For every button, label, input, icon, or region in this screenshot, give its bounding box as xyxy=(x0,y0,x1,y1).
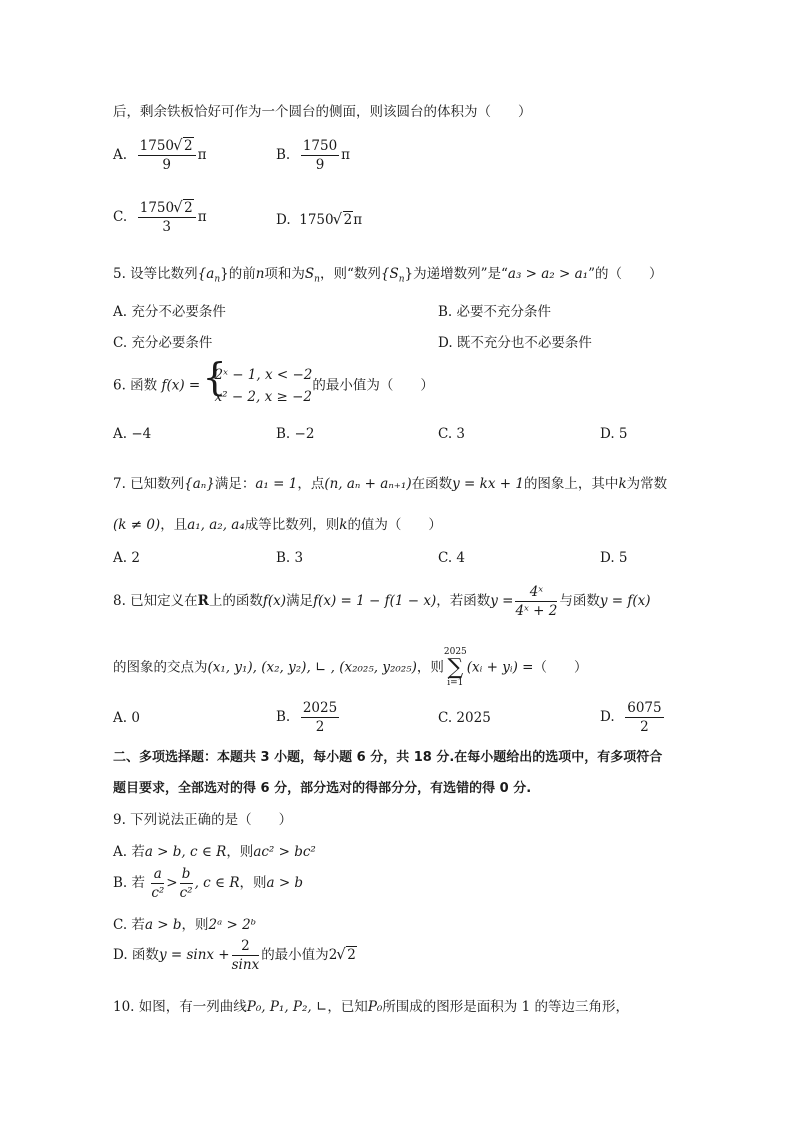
q4-option-c: C. $\frac{1750√ 2}{3}$ π xyxy=(113,200,207,235)
q4-option-b: B. $\frac{1750}{9}$ π xyxy=(276,138,351,173)
q5-option-b: B. 必要不充分条件 xyxy=(438,304,552,320)
q8-option-b: B. $\frac{2025}{2}$ xyxy=(276,700,338,735)
question-7-stem-line-2: (k ≠ 0)，且a₁, a₂, a₄成等比数列，则k的值为（ ） xyxy=(113,517,442,533)
q8-option-c: C. 2025 xyxy=(438,710,491,726)
q8-option-d: D. $\frac{6075}{2}$ xyxy=(600,700,662,735)
question-9-stem: 9. 下列说法正确的是（ ） xyxy=(113,812,293,828)
q6-option-c: C. 3 xyxy=(438,426,466,442)
section-2-heading-line-1: 二、多项选择题：本题共 3 小题，每小题 6 分，共 18 分.在每小题给出的选项中，有多项符合 xyxy=(113,750,663,765)
q4-option-d: D. 1750√ 2π xyxy=(276,212,362,228)
q8-option-a: A. 0 xyxy=(113,710,140,726)
section-2-heading-line-2: 题目要求，全部选对的得 6 分，部分选对的得部分分，有选错的得 0 分. xyxy=(113,781,532,796)
q9-option-d: D. 函数y = sinx + $\frac{2}{\sin x}$ 的最小值为2√ 2 xyxy=(113,938,357,973)
question-8-stem-line-2: 的图象的交点为(x₁, y₁), (x₂, y₂), ∟ , (x₂₀₂₅, y₂₀₂₅)，则 2025 ∑ i=1 (xᵢ + yᵢ) =（ ） xyxy=(113,647,588,688)
q9-option-a: A. 若a > b, c ∈ R，则ac² > bc² xyxy=(113,844,316,860)
q6-option-d: D. 5 xyxy=(600,426,628,442)
question-8-stem-line-1: 8. 已知定义在R上的函数f(x)满足f(x) = 1 − f(1 − x)，若函数y = $\frac{\text{4ˣ}}{\text{4ˣ + 2}}$ 与函数y = f(x) xyxy=(113,584,651,619)
q7-option-d: D. 5 xyxy=(600,550,628,566)
question-6-stem: 6. 函数 f(x) = { 2ˣ − 1, x < −2 x² − 2, x ≥ −2 的最小值为（ ） xyxy=(113,355,434,405)
q6-option-a: A. −4 xyxy=(113,426,152,442)
question-4-stem-continuation: 后，剩余铁板恰好可作为一个圆台的侧面，则该圆台的体积为（ ） xyxy=(113,104,532,120)
q7-option-c: C. 4 xyxy=(438,550,466,566)
question-5-stem: 5. 设等比数列$\{a_n\}$的前n项和为$S_n$，则“数列$\{S_n\}$为递增数列”是“a₃ > a₂ > a₁”的（ ） xyxy=(113,266,663,285)
q5-option-d: D. 既不充分也不必要条件 xyxy=(438,335,592,351)
q4-option-a: A. $\frac{1750√ 2}{9}$ π xyxy=(113,138,206,173)
q7-option-b: B. 3 xyxy=(276,550,304,566)
question-7-stem-line-1: 7. 已知数列{aₙ}满足：a₁ = 1，点(n, aₙ + aₙ₊₁)在函数y = kx + 1的图象上，其中k为常数 xyxy=(113,476,668,492)
q7-option-a: A. 2 xyxy=(113,550,140,566)
q5-option-a: A. 充分不必要条件 xyxy=(113,304,226,320)
q9-option-c: C. 若a > b，则2ᵃ > 2ᵇ xyxy=(113,917,257,933)
q6-option-b: B. −2 xyxy=(276,426,315,442)
question-10-stem: 10. 如图，有一列曲线P₀, P₁, P₂, ∟，已知P₀所围成的图形是面积为 1 的等边三角形， xyxy=(113,999,629,1015)
q5-option-c: C. 充分必要条件 xyxy=(113,335,213,351)
q9-option-b: B. 若 $\frac{a}{\text{c²}}$ > $\frac{b}{\text{c²}}$ , c ∈ R，则a > b xyxy=(113,866,304,901)
